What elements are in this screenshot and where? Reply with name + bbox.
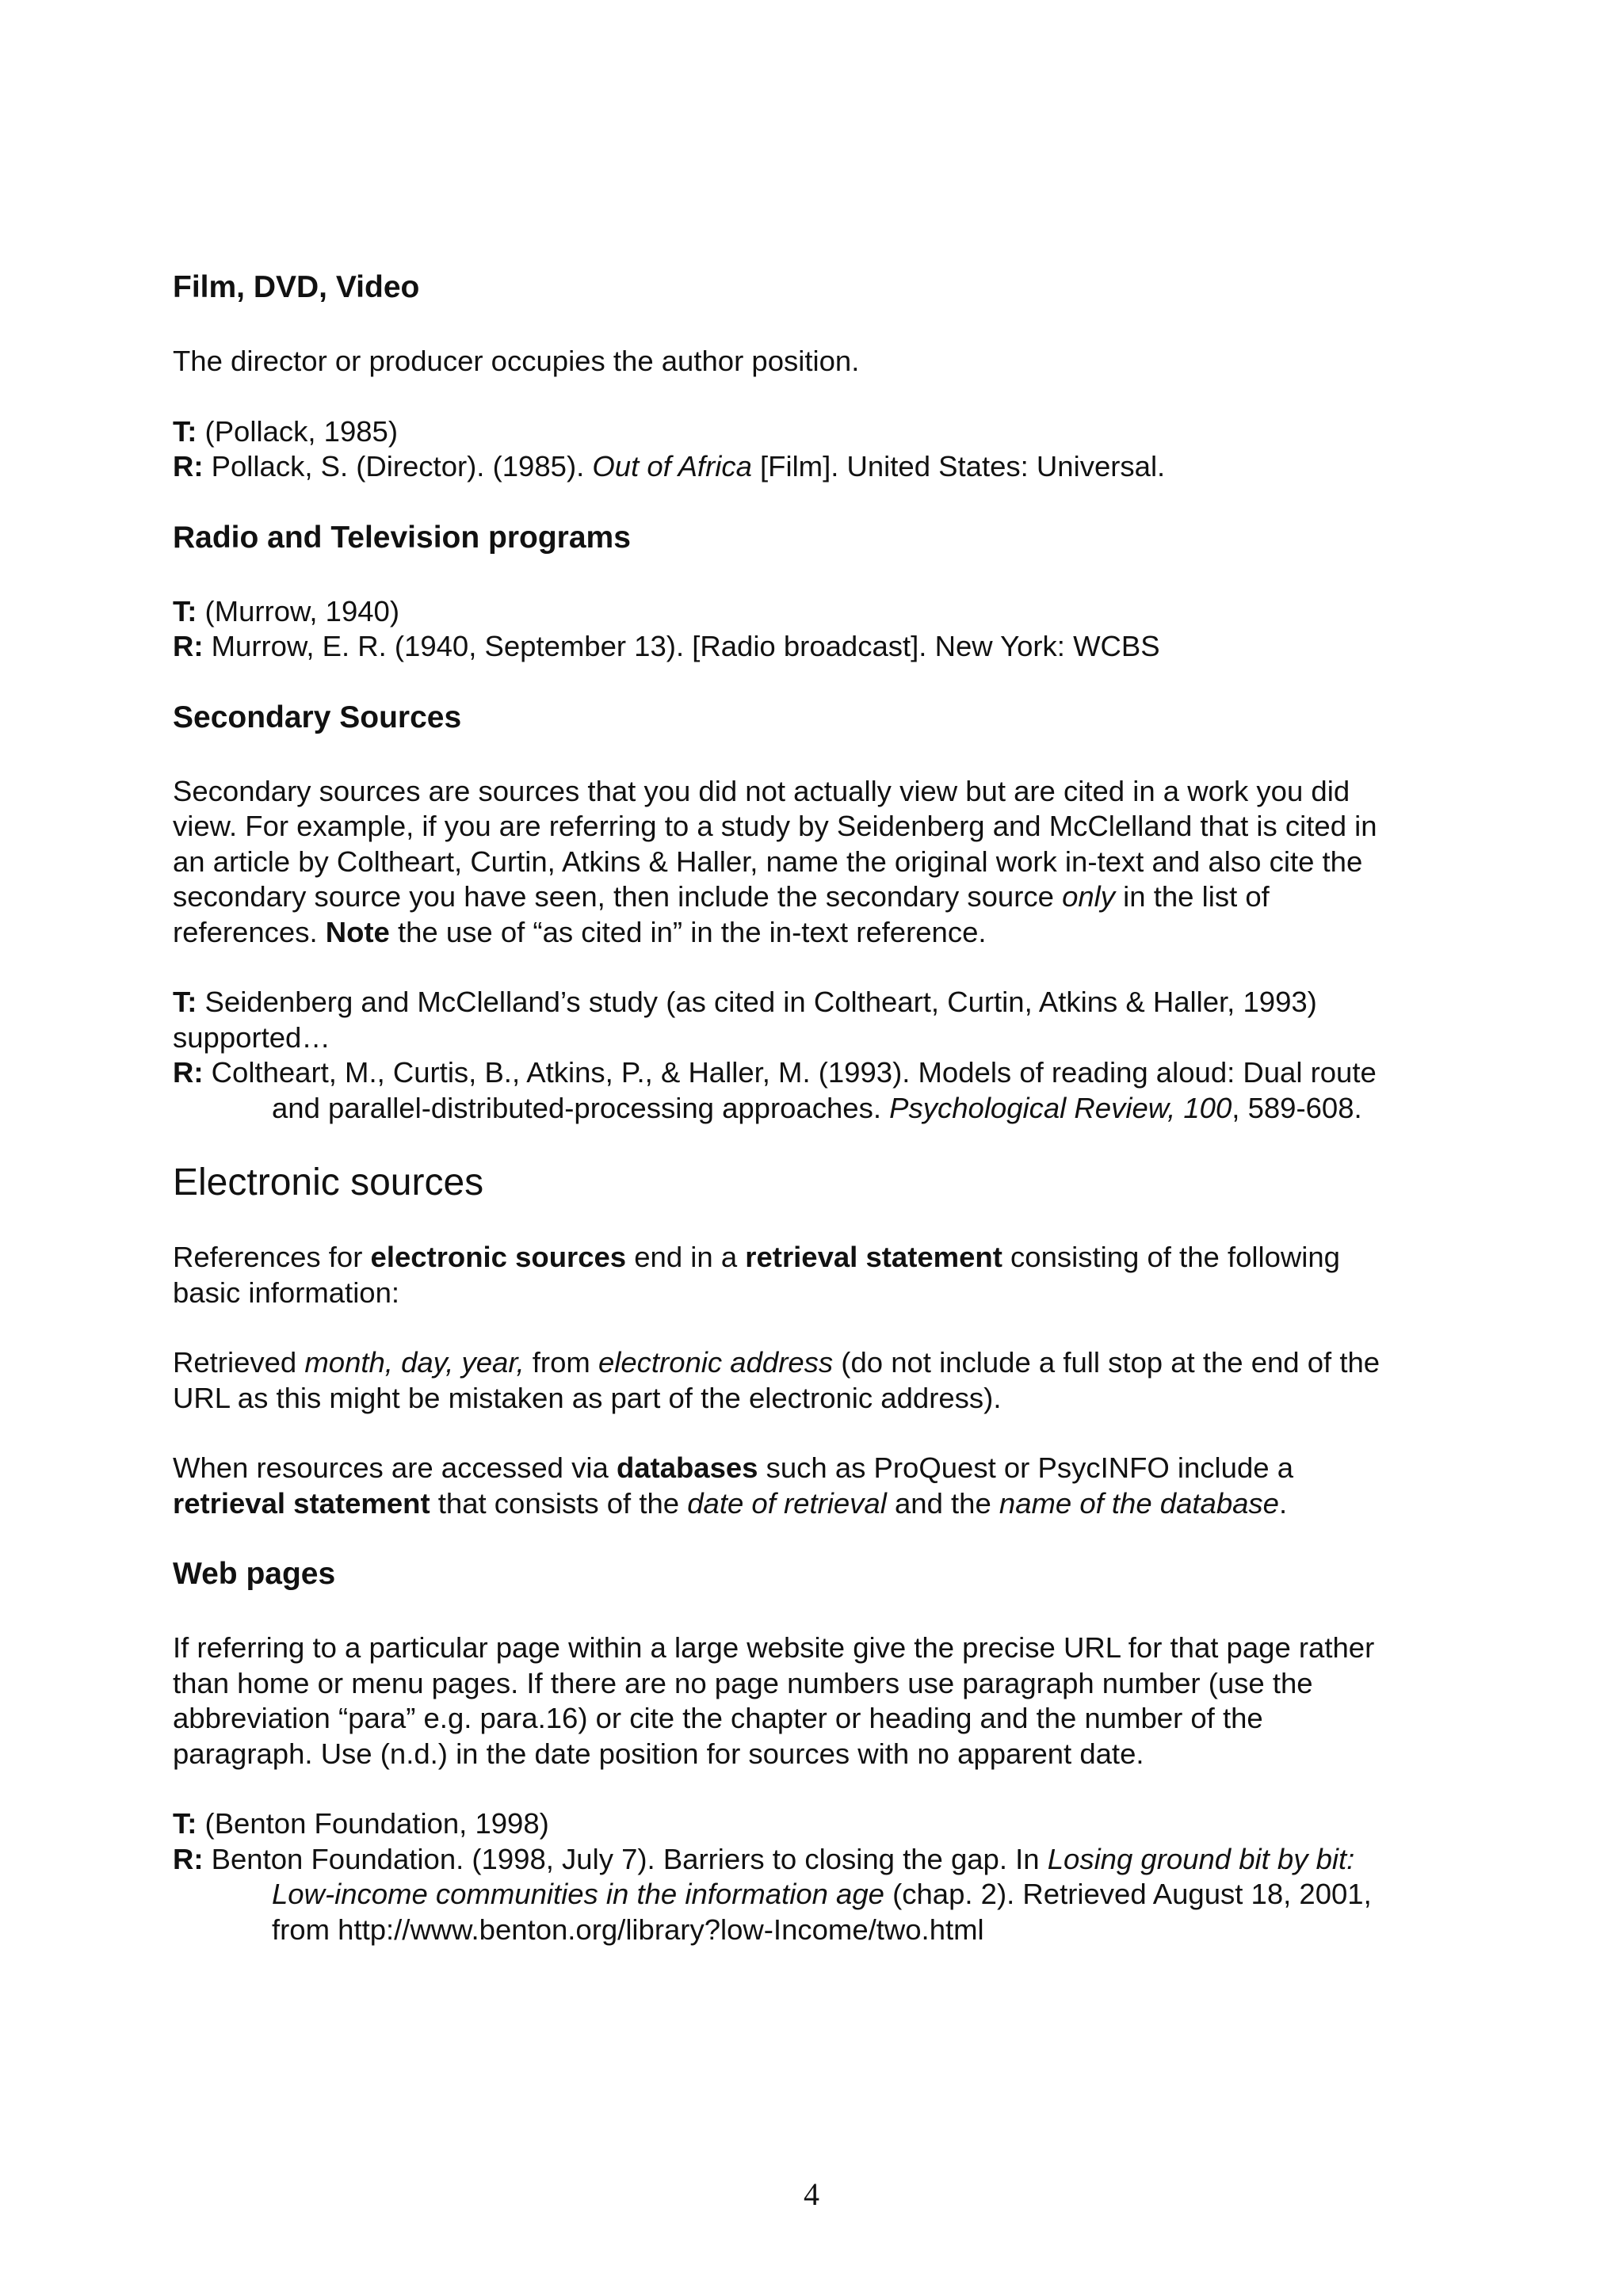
film-reference (173, 449, 1409, 485)
web-example (173, 1806, 1409, 1947)
secondary-reference (173, 1055, 1409, 1126)
secondary-reference-journal: Psychological Review, 100 (889, 1091, 1232, 1124)
web-text-citation-body: (Benton Foundation, 1998) (197, 1807, 549, 1840)
film-reference-post: [Film]. United States: Universal. (751, 450, 1166, 482)
secondary-paragraph-part: Secondary sources are sources that you did not actually view but are cited in a work you did view. For example, if you are referring to a study by Seidenberg and McClelland that is cited in an article by Coltheart, Curtin, Atkins & Haller, name the original work in-text and also cite the secondary source you have seen, then include the secondary source (173, 774, 1377, 913)
film-text-citation-body: (Pollack, 1985) (197, 414, 398, 448)
radio-heading: Radio and Television programs (173, 520, 631, 555)
text-run-bold: electronic sources (370, 1241, 627, 1273)
web-heading: Web pages (173, 1557, 336, 1591)
electronic-heading: Electronic sources (173, 1161, 484, 1203)
secondary-text-citation (173, 985, 1409, 1055)
film-intro: The director or producer occupies the author position. (173, 345, 860, 377)
secondary-text-citation-body: Seidenberg and McClelland’s study (as cited in Coltheart, Curtin, Atkins & Haller, 1993) supported… (173, 986, 1317, 1054)
r-label: R: (173, 450, 204, 482)
radio-reference-body: Murrow, E. R. (1940, September 13). [Radio broadcast]. New York: WCBS (203, 630, 1160, 662)
text-run: such as ProQuest or PsycINFO include a (758, 1451, 1294, 1484)
text-run: end in a (626, 1241, 746, 1273)
text-run-italic: date of retrieval (687, 1486, 887, 1520)
text-run: and the (886, 1486, 999, 1520)
text-run: References for (173, 1241, 371, 1273)
t-label: T: (173, 986, 197, 1018)
radio-text-citation (173, 594, 1409, 630)
secondary-paragraph (173, 774, 1409, 951)
r-label: R: (173, 1842, 204, 1875)
t-label: T: (173, 594, 197, 627)
secondary-reference-pre: Coltheart, M., Curtis, B., Atkins, P., & Haller, M. (1993). Models of reading aloud: Dual route and parallel-distributed-processing approaches. (203, 1056, 1377, 1124)
secondary-paragraph-emphasis: only (1062, 880, 1116, 913)
text-run-italic: electronic address (598, 1346, 834, 1379)
web-reference-post: (chap. 2). Retrieved August 18, 2001, from http://www.benton.org/library?low-Income/two.html (272, 1878, 1372, 1946)
web-reference-title: Losing ground bit by bit: Low-income communities in the information age (272, 1842, 1355, 1910)
text-run: Retrieved (173, 1346, 305, 1379)
text-run: (do not include a full stop at the end of the URL as this might be mistaken as part of the electronic address). (173, 1346, 1381, 1414)
film-text-citation (173, 414, 1409, 450)
text-run: that consists of the (430, 1486, 688, 1520)
film-example (173, 414, 1409, 485)
text-run: from (524, 1346, 598, 1379)
film-reference-title: Out of Africa (592, 450, 752, 482)
electronic-paragraph-2 (173, 1345, 1409, 1416)
radio-reference (173, 629, 1409, 665)
secondary-paragraph-note: Note (325, 915, 390, 948)
text-run-bold: retrieval statement (745, 1241, 1002, 1273)
text-run: . (1279, 1486, 1288, 1520)
text-run-italic: name of the database (999, 1486, 1279, 1520)
web-reference-pre: Benton Foundation. (1998, July 7). Barriers to closing the gap. In (203, 1842, 1048, 1875)
text-run: consisting of the following basic information: (173, 1241, 1340, 1309)
t-label: T: (173, 1807, 197, 1840)
secondary-paragraph-part: the use of “as cited in” in the in-text reference. (389, 915, 987, 948)
secondary-paragraph-part: in the list of references. (173, 880, 1270, 948)
radio-text-citation-body: (Murrow, 1940) (197, 594, 399, 627)
secondary-reference-post: , 589-608. (1232, 1091, 1362, 1124)
secondary-heading: Secondary Sources (173, 700, 462, 734)
web-paragraph: If referring to a particular page within a large website give the precise URL for that page rather than home or menu pages. If there are no page numbers use paragraph number (use the abbreviation “para” e.g. para.16) or cite the chapter or heading and the number of the paragraph. Use (n.d.) in the date position for sources with no apparent date. (173, 1631, 1375, 1770)
document-page (173, 269, 1409, 1982)
electronic-paragraph-1 (173, 1240, 1409, 1310)
web-text-citation (173, 1806, 1409, 1842)
radio-example (173, 594, 1409, 665)
electronic-paragraph-3 (173, 1451, 1409, 1521)
t-label: T: (173, 414, 197, 448)
web-reference (173, 1842, 1409, 1948)
secondary-example (173, 985, 1409, 1126)
text-run: When resources are accessed via (173, 1451, 617, 1484)
text-run-italic: month, day, year, (304, 1346, 525, 1379)
film-heading: Film, DVD, Video (173, 270, 420, 304)
page-number: 4 (804, 2176, 819, 2212)
text-run-bold: databases (616, 1451, 758, 1484)
r-label: R: (173, 1056, 204, 1089)
text-run-bold: retrieval statement (173, 1486, 430, 1520)
r-label: R: (173, 630, 204, 662)
film-reference-pre: Pollack, S. (Director). (1985). (203, 450, 593, 482)
